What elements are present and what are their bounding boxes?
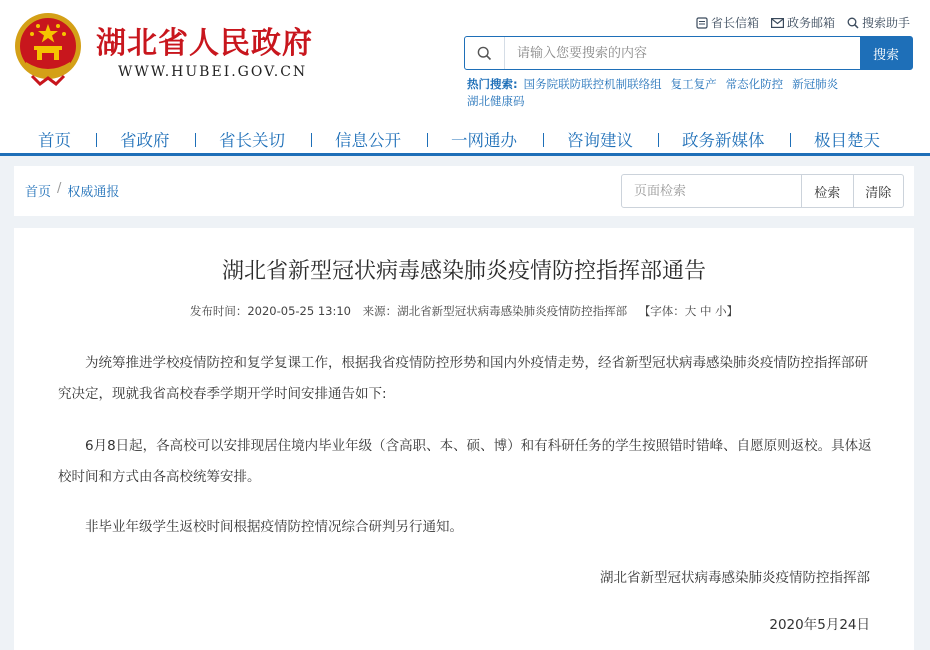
breadcrumb-home[interactable]: 首页 (25, 185, 52, 200)
article-meta (14, 303, 914, 319)
font-size-selector[interactable]: 【字体：大 中 小】 (638, 304, 739, 318)
search-icon-wrap (465, 37, 505, 69)
site-search-input[interactable] (505, 37, 860, 69)
nav-item-home[interactable]: 首页 (38, 131, 71, 150)
search-icon (847, 17, 859, 29)
hot-search-item[interactable]: 复工复产 (670, 77, 717, 91)
article-sign-date: 2020年5月24日 (769, 617, 870, 633)
publish-date: 发布时间：2020-05-25 13:10 (189, 304, 351, 318)
top-links (696, 14, 910, 31)
article-title: 湖北省新型冠状病毒感染肺炎疫情防控指挥部通告 (221, 259, 706, 284)
gov-email-link[interactable] (771, 14, 835, 31)
governor-mailbox-label: 省长信箱 (710, 16, 759, 30)
article-source: 来源：湖北省新型冠状病毒感染肺炎疫情防控指挥部 (362, 304, 628, 318)
breadcrumb-current[interactable]: 权威通报 (67, 185, 120, 200)
site-domain: WWW.HUBEI.GOV.CN (118, 64, 308, 80)
search-icon (477, 46, 492, 61)
breadcrumb (25, 181, 119, 200)
nav-item-consult-advice[interactable]: 咨询建议 (567, 131, 633, 150)
main-nav (0, 122, 930, 156)
article (14, 228, 914, 650)
hot-search-item[interactable]: 国务院联防联控机制联络组 (523, 77, 662, 91)
nav-item-info-disclosure[interactable]: 信息公开 (335, 131, 401, 150)
envelope-icon (771, 18, 784, 28)
governor-mailbox-link[interactable] (696, 14, 759, 31)
nav-item-one-stop-service[interactable]: 一网通办 (451, 131, 517, 150)
mail-icon (696, 17, 708, 29)
article-paragraph: 6月8日起，各高校可以安排现居住境内毕业年级（含高职、本、硕、博）和有科研任务的学生按照错时错峰、自愿原则返校。具体返校时间和方式由各高校统筹安排。 (58, 438, 872, 485)
nav-item-province-gov[interactable]: 省政府 (120, 131, 170, 150)
search-assistant-label: 搜索助手 (861, 16, 910, 30)
nav-separator (427, 133, 428, 147)
nav-item-governor-concerns[interactable]: 省长关切 (219, 131, 285, 150)
hot-search-item[interactable]: 常态化防控 (725, 77, 784, 91)
search-assistant-link[interactable] (847, 14, 910, 31)
site-search-box (464, 36, 913, 70)
hot-searches (467, 76, 897, 110)
page-search-input[interactable] (622, 175, 802, 207)
nav-item-new-media[interactable]: 政务新媒体 (682, 131, 765, 150)
page-search-button[interactable]: 检索 (814, 185, 841, 201)
nav-separator (96, 133, 97, 147)
page-search-box (621, 174, 904, 208)
nav-separator (195, 133, 196, 147)
nav-separator (311, 133, 312, 147)
breadcrumb-separator: / (57, 181, 62, 196)
article-paragraph: 为统筹推进学校疫情防控和复学复课工作，根据我省疫情防控形势和国内外疫情走势，经省新型冠状病毒感染肺炎疫情防控指挥部研究决定，现就我省高校春季学期开学时间安排通告如下: (58, 355, 868, 402)
hot-searches-label: 热门搜索: (467, 77, 518, 91)
nav-item-jimu-chutian[interactable]: 极目楚天 (814, 131, 880, 150)
site-title[interactable]: 湖北省人民政府 (96, 26, 313, 61)
article-signature: 湖北省新型冠状病毒感染肺炎疫情防控指挥部 (600, 570, 870, 586)
hot-search-item[interactable]: 新冠肺炎 (792, 77, 839, 91)
article-paragraph: 非毕业年级学生返校时间根据疫情防控情况综合研判另行通知。 (85, 519, 463, 535)
nav-separator (658, 133, 659, 147)
nav-separator (790, 133, 791, 147)
gov-email-label: 政务邮箱 (786, 16, 835, 30)
site-header (0, 0, 930, 156)
page-search-clear-button[interactable]: 清除 (853, 175, 904, 207)
breadcrumb-bar (14, 166, 914, 216)
national-emblem-icon[interactable] (12, 10, 84, 86)
nav-separator (543, 133, 544, 147)
site-search-button[interactable]: 搜索 (860, 37, 912, 69)
hot-search-item[interactable]: 湖北健康码 (467, 94, 525, 108)
